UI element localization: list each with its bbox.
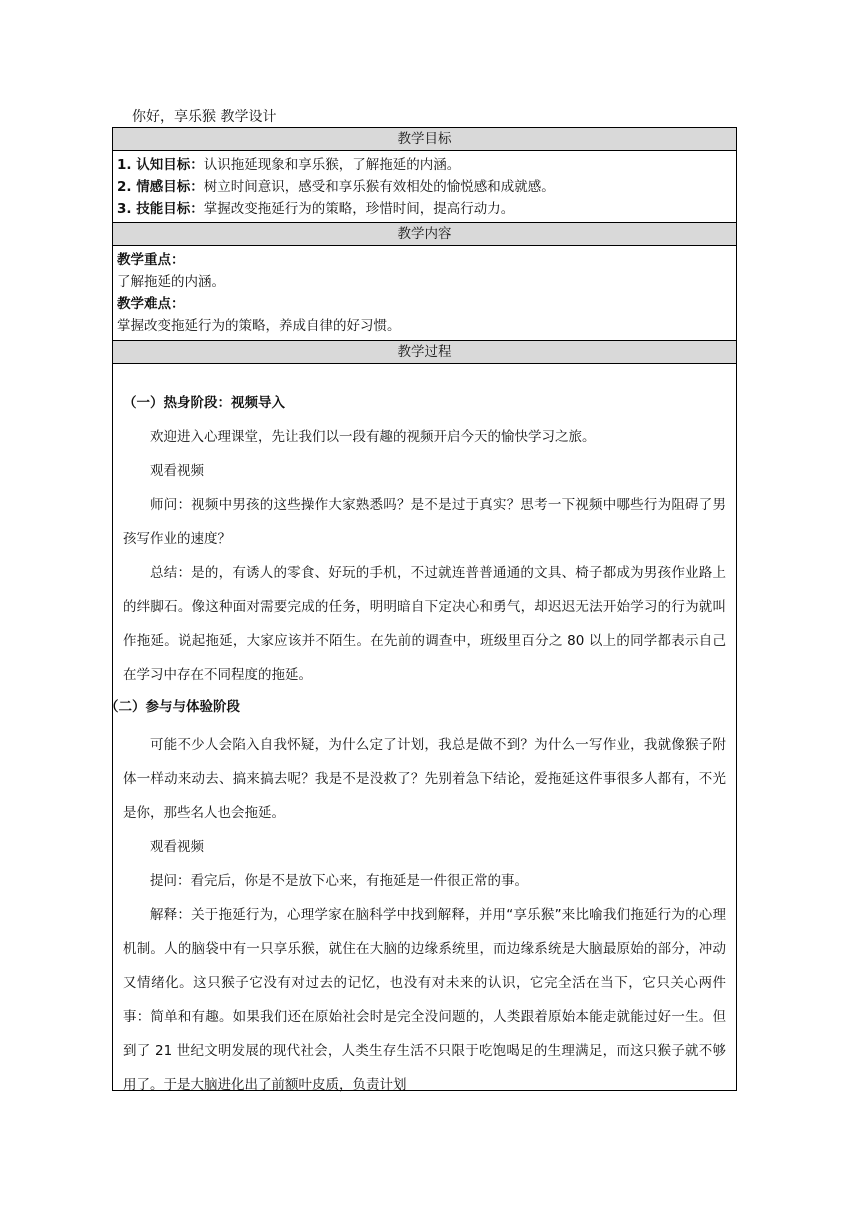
key-point-text: 了解拖延的内涵。: [117, 274, 225, 290]
stage1-title: （一）热身阶段：视频导入: [123, 395, 285, 411]
process-header: 教学过程: [113, 340, 736, 364]
goal-item: [117, 198, 732, 220]
goal-label: 3. 技能目标：: [117, 201, 204, 217]
content-header: 教学内容: [113, 222, 736, 246]
paragraph: 可能不少人会陷入自我怀疑，为什么定了计划，我总是做不到？为什么一写作业，我就像猴子附体一样动来动去、搞来搞去呢？我是不是没救了？先别着急下结论，爱拖延这件事很多人都有，不光是你，那些名人也会拖延。: [123, 737, 726, 821]
difficult-point-label: 教学难点：: [117, 296, 185, 312]
goal-item: [117, 176, 732, 198]
key-point-label: 教学重点：: [117, 252, 185, 268]
paragraph: 欢迎进入心理课堂，先让我们以一段有趣的视频开启今天的愉快学习之旅。: [150, 429, 596, 445]
difficult-point-text: 掌握改变拖延行为的策略，养成自律的好习惯。: [117, 318, 401, 334]
paragraph: 观看视频: [150, 839, 204, 855]
goal-label: 2. 情感目标：: [117, 179, 204, 195]
paragraph: 观看视频: [150, 463, 204, 479]
goals-header: 教学目标: [113, 128, 736, 151]
goal-label: 1. 认知目标：: [117, 157, 204, 173]
goal-text: 认识拖延现象和享乐猴，了解拖延的内涵。: [203, 157, 461, 173]
lesson-plan-table: [105, 127, 737, 1093]
paragraph: 总结：是的，有诱人的零食、好玩的手机，不过就连普普通通的文具、椅子都成为男孩作业路上的绊脚石。像这种面对需要完成的任务，明明暗自下定决心和勇气，却迟迟无法开始学习的行为就叫作拖延。说起拖延，大家应该并不陌生。在先前的调查中，班级里百分之 80 以上的同学都表示自己在学习中存在不同程度的拖延。: [123, 565, 726, 683]
content-cell: [113, 246, 736, 340]
paragraph: 提问：看完后，你是不是放下心来，有拖延是一件很正常的事。: [150, 873, 528, 889]
goal-item: [117, 154, 732, 176]
goal-text: 树立时间意识，感受和享乐猴有效相处的愉悦感和成就感。: [203, 179, 555, 195]
goal-text: 掌握改变拖延行为的策略，珍惜时间，提高行动力。: [203, 201, 515, 217]
paragraph: 师问：视频中男孩的这些操作大家熟悉吗？是不是过于真实？思考一下视频中哪些行为阻碍了男孩写作业的速度？: [123, 497, 726, 547]
paragraph: 解释：关于拖延行为，心理学家在脑科学中找到解释，并用“享乐猴”来比喻我们拖延行为的心理机制。人的脑袋中有一只享乐猴，就住在大脑的边缘系统里，而边缘系统是大脑最原始的部分，冲动又情绪化。这只猴子它没有对过去的记忆，也没有对未来的认识，它完全活在当下，它只关心两件事：简单和有趣。如果我们还在原始社会时是完全没问题的，人类跟着原始本能走就能过好一生。但到了 21 世纪文明发展的现代社会，人类生存生活不只限于吃饱喝足的生理满足，而这只猴子就不够用了。于是大脑进化出了前额叶皮质，负责计划: [123, 907, 726, 1093]
document-title: 你好，享乐猴 教学设计: [132, 109, 277, 125]
goals-cell: [113, 151, 736, 222]
stage2-title: （二）参与与体验阶段: [105, 699, 240, 715]
process-cell: [105, 386, 736, 1096]
